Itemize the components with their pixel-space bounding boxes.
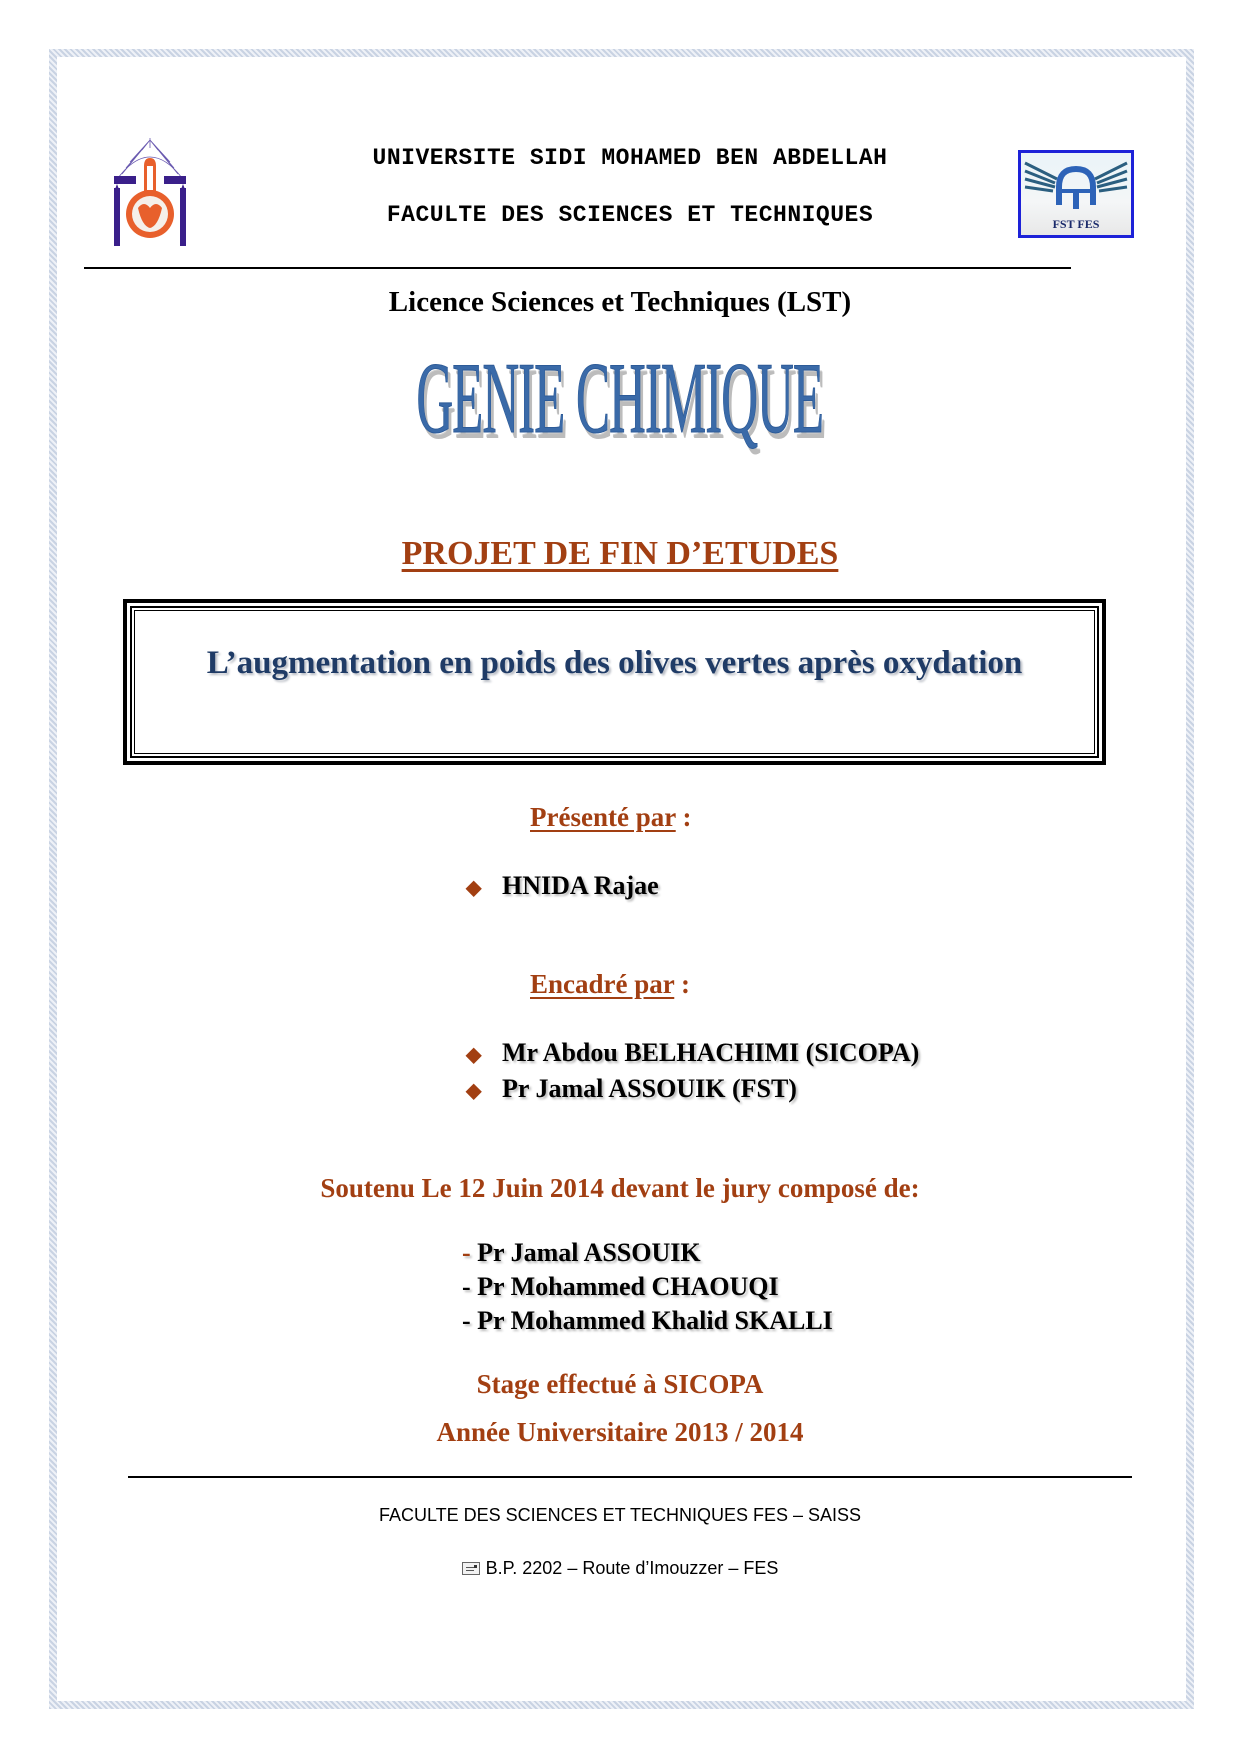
supervisor-name: Mr Abdou BELHACHIMI (SICOPA) — [502, 1038, 920, 1067]
footer-address-line — [0, 1558, 1240, 1579]
mail-icon — [462, 1562, 480, 1575]
dash-bullet: - — [462, 1306, 478, 1335]
diamond-bullet-icon: ◆ — [466, 877, 482, 899]
jury-member — [462, 1270, 833, 1304]
academic-year: Année Universitaire 2013 / 2014 — [436, 1417, 804, 1447]
specialty-title: GENIE CHIMIQUE — [416, 342, 824, 455]
fst-fes-logo — [1018, 150, 1134, 238]
supervisor-item — [466, 1038, 919, 1068]
jury-list — [462, 1236, 833, 1338]
jury-member — [462, 1304, 833, 1338]
specialty-wordart — [0, 342, 1240, 455]
student-name: HNIDA Rajae — [502, 871, 659, 900]
footer-institution: FACULTE DES SCIENCES ET TECHNIQUES FES – SAISS — [378, 1505, 862, 1525]
defense-statement: Soutenu Le 12 Juin 2014 devant le jury composé de: — [320, 1173, 920, 1203]
title-box-inner-frame — [134, 610, 1095, 754]
student-item — [466, 871, 659, 901]
jury-member-name: Pr Jamal ASSOUIK — [477, 1238, 701, 1267]
header-divider — [84, 267, 1071, 269]
supervised-by-label: Encadré par — [530, 969, 675, 999]
program-title: Licence Sciences et Techniques (LST) — [388, 286, 852, 318]
thesis-title: L’augmentation en poids des olives vertes après oxydation — [206, 645, 1023, 681]
faculty-name: FACULTE DES SCIENCES ET TECHNIQUES — [386, 202, 874, 228]
presented-by-colon: : — [675, 802, 692, 832]
dash-bullet: - — [462, 1238, 478, 1267]
supervisor-item — [466, 1074, 797, 1104]
internship-location: Stage effectué à SICOPA — [476, 1369, 764, 1399]
jury-member — [462, 1236, 833, 1270]
footer-divider — [128, 1476, 1132, 1478]
document-type — [0, 535, 1240, 573]
document-type-label: PROJET DE FIN D’ETUDES — [401, 535, 839, 572]
supervised-by-heading — [530, 969, 690, 1000]
jury-member-name: Pr Mohammed CHAOUQI — [477, 1272, 779, 1301]
thesis-title-box — [123, 599, 1106, 765]
supervised-by-colon: : — [674, 969, 691, 999]
presented-by-heading — [530, 802, 691, 833]
diamond-bullet-icon: ◆ — [466, 1044, 482, 1066]
jury-member-name: Pr Mohammed Khalid SKALLI — [477, 1306, 833, 1335]
supervisor-name: Pr Jamal ASSOUIK (FST) — [502, 1074, 797, 1103]
footer-address: B.P. 2202 – Route d’Imouzzer – FES — [485, 1558, 779, 1578]
university-name: UNIVERSITE SIDI MOHAMED BEN ABDELLAH — [372, 145, 888, 171]
fst-fes-logo-text: FST FES — [1052, 217, 1100, 231]
diamond-bullet-icon: ◆ — [466, 1080, 482, 1102]
presented-by-label: Présenté par — [530, 802, 676, 832]
dash-bullet: - — [462, 1272, 478, 1301]
